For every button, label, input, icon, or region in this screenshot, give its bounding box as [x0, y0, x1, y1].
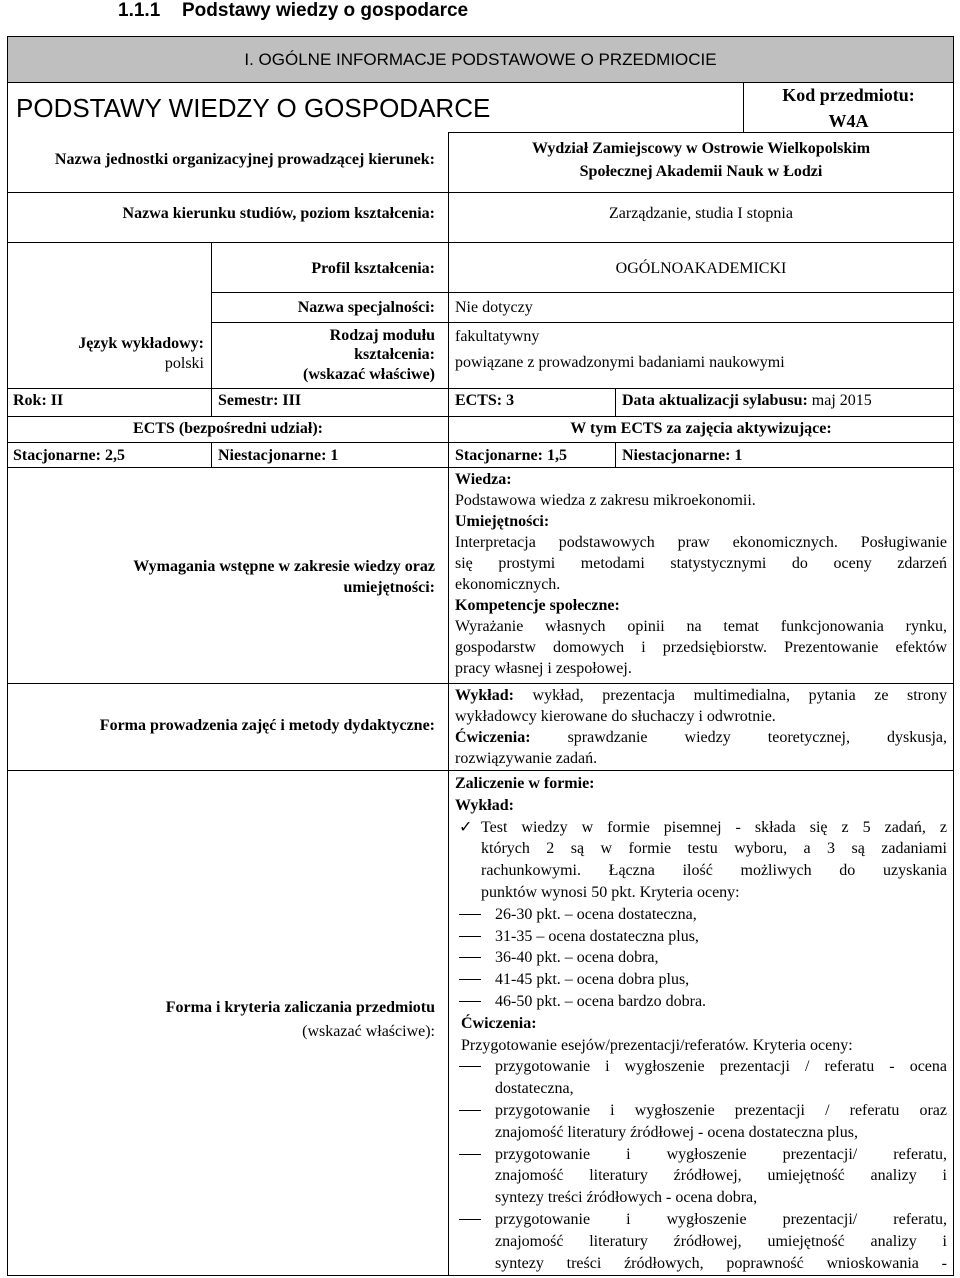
test-line-1: Test wiedzy w formie pisemnej - składa się z 5 zadań, z — [481, 818, 947, 836]
criterion-1-line-1: przygotowanie i wygłoszenie prezentacji / referatu - ocena — [495, 1058, 947, 1076]
ects-direct-header: ECTS (bezpośredni udział): — [133, 420, 323, 437]
check-icon: ✓ — [459, 818, 473, 836]
prereq-content — [455, 469, 947, 679]
lecture-line-1 — [455, 685, 947, 706]
methods-content — [455, 685, 947, 769]
criterion-3-line-2: znajomość literatury źródłowej, umiejętność analizy i — [495, 1167, 947, 1185]
criterion-4-line-3: syntezy treści źródłowych, poprawność wnioskowania - — [495, 1254, 947, 1272]
specialty-label: Nazwa specjalności: — [297, 299, 435, 316]
dash-icon — [459, 1154, 481, 1155]
active-nonstationary: Niestacjonarne: 1 — [622, 447, 743, 464]
syllabus-table — [7, 36, 954, 1276]
unit-line-1: Wydział Zamiejscowy w Ostrowie Wielkopolskim — [531, 140, 871, 157]
test-line-3: rachunkowymi. Łączna ilość możliwych do uzyskania — [481, 862, 947, 880]
section-heading — [118, 0, 468, 22]
dash-icon — [459, 1219, 481, 1220]
exercise-intro: Przygotowanie esejów/prezentacji/referatów. Kryteria oceny: — [461, 1036, 853, 1054]
dash-icon — [459, 1001, 481, 1002]
lecture-heading: Wykład: — [455, 687, 514, 704]
criterion-3-line-1: przygotowanie i wygłoszenie prezentacji/ referatu, — [495, 1145, 947, 1163]
assessment-label-2: (wskazać właściwe): — [302, 1023, 435, 1040]
course-code-value: W4A — [828, 111, 869, 131]
language-label: Język wykładowy: — [78, 335, 204, 352]
assessment-exercise-heading: Ćwiczenia: — [461, 1014, 537, 1032]
form-heading: Zaliczenie w formie: — [455, 775, 595, 792]
grade-item: 41-45 pkt. – ocena dobra plus, — [495, 971, 690, 989]
skills-line-3: ekonomicznych. — [455, 576, 561, 593]
year: Rok: II — [13, 392, 64, 409]
program-value: Zarządzanie, studia I stopnia — [609, 205, 793, 222]
dash-icon — [459, 914, 481, 915]
exercise-line-2: rozwiązywanie zadań. — [455, 750, 598, 767]
test-line-2: których 2 są w formie testu wyboru, a 3 są zadaniami — [481, 840, 947, 858]
social-heading: Kompetencje społeczne: — [455, 597, 620, 614]
direct-stationary: Stacjonarne: 2,5 — [13, 447, 125, 464]
assessment-content — [455, 773, 947, 1274]
dash-icon — [459, 1066, 481, 1067]
direct-nonstationary: Niestacjonarne: 1 — [218, 447, 339, 464]
active-stationary: Stacjonarne: 1,5 — [455, 447, 567, 464]
update-value: maj 2015 — [811, 392, 872, 409]
grade-item: 36-40 pkt. – ocena dobra, — [495, 949, 659, 967]
prereq-label-2: umiejętności: — [343, 579, 435, 596]
section-number: 1.1.1 — [118, 0, 161, 21]
criterion-4-line-1: przygotowanie i wygłoszenie prezentacji/ referatu, — [495, 1210, 947, 1228]
part-title: I. OGÓLNE INFORMACJE PODSTAWOWE O PRZEDMIOCIE — [8, 37, 953, 82]
module-label-2: kształcenia: — [354, 346, 435, 363]
assessment-label-1: Forma i kryteria zaliczania przedmiotu — [165, 999, 435, 1016]
unit-label: Nazwa jednostki organizacyjnej prowadzącej kierunek: — [54, 151, 435, 168]
section-title: Podstawy wiedzy o gospodarce — [182, 0, 469, 21]
skills-line-1: Interpretacja podstawowych praw ekonomicznych. Posługiwanie — [455, 534, 947, 551]
dash-icon — [459, 957, 481, 958]
social-line-3: pracy własnej i zespołowej. — [455, 660, 632, 677]
social-line-1: Wyrażanie własnych opinii na temat funkcjonowania rynku, — [455, 618, 947, 635]
criterion-3-line-3: syntezy treści źródłowych - ocena dobra, — [495, 1189, 758, 1207]
lecture-text-1: wykład, prezentacja multimedialna, pytania ze strony — [532, 687, 947, 704]
skills-line-2: się prostymi metodami statystycznymi do oceny zdarzeń — [455, 555, 947, 572]
module-label-1: Rodzaj modułu — [329, 327, 435, 344]
course-code-label: Kod przedmiotu: — [782, 85, 915, 105]
exercise-text-1: sprawdzanie wiedzy teoretycznej, dyskusja, — [567, 729, 947, 746]
language-value: polski — [164, 355, 204, 372]
grade-item: 26-30 pkt. – ocena dostateczna, — [495, 905, 697, 923]
ects-total: ECTS: 3 — [455, 392, 515, 409]
semester: Semestr: III — [218, 392, 302, 409]
criterion-1-line-2: dostateczna, — [495, 1080, 574, 1098]
dash-icon — [459, 1110, 481, 1111]
module-value-1: fakultatywny — [455, 328, 540, 345]
assessment-lecture-heading: Wykład: — [455, 796, 514, 814]
module-label-3: (wskazać właściwe) — [303, 366, 435, 383]
social-line-2: gospodarstw domowych i przedsiębiorstw. Prezentowanie efektów — [455, 639, 947, 656]
criterion-2-line-2: znajomość literatury źródłowej - ocena dostateczna plus, — [495, 1123, 858, 1141]
criterion-4-line-2: znajomość literatury źródłowej, umiejętność analizy i — [495, 1232, 947, 1250]
criterion-2-line-1: przygotowanie i wygłoszenie prezentacji / referatu oraz — [495, 1101, 947, 1119]
profile-label: Profil kształcenia: — [311, 260, 435, 277]
knowledge-text: Podstawowa wiedza z zakresu mikroekonomii. — [455, 492, 756, 509]
lecture-line-2: wykładowcy kierowane do słuchaczy i odwrotnie. — [455, 708, 776, 725]
criteria-list — [455, 1056, 947, 1274]
grade-item: 46-50 pkt. – ocena bardzo dobra. — [495, 992, 707, 1010]
program-label: Nazwa kierunku studiów, poziom kształcenia: — [122, 205, 435, 222]
exercise-line-1 — [455, 727, 947, 748]
profile-value: OGÓLNOAKADEMICKI — [615, 260, 787, 277]
grade-item: 31-35 – ocena dostateczna plus, — [495, 927, 699, 945]
unit-line-2: Społecznej Akademii Nauk w Łodzi — [579, 163, 823, 180]
test-item — [455, 817, 947, 904]
methods-label: Forma prowadzenia zajęć i metody dydaktyczne: — [99, 717, 435, 734]
ects-active-header: W tym ECTS za zajęcia aktywizujące: — [570, 420, 832, 437]
module-value-2: powiązane z prowadzonymi badaniami naukowymi — [455, 354, 785, 371]
test-line-4: punktów wynosi 50 pkt. Kryteria oceny: — [481, 883, 740, 901]
knowledge-heading: Wiedza: — [455, 471, 512, 488]
grade-list — [455, 904, 947, 1013]
exercise-heading: Ćwiczenia: — [455, 729, 531, 746]
update-label: Data aktualizacji sylabusu: maj 2015 — [622, 392, 872, 409]
specialty-value: Nie dotyczy — [455, 299, 533, 316]
dash-icon — [459, 979, 481, 980]
dash-icon — [459, 936, 481, 937]
skills-heading: Umiejętności: — [455, 513, 550, 530]
course-title: PODSTAWY WIEDZY O GOSPODARCE — [16, 93, 491, 123]
prereq-label-1: Wymagania wstępne w zakresie wiedzy oraz — [133, 558, 435, 575]
